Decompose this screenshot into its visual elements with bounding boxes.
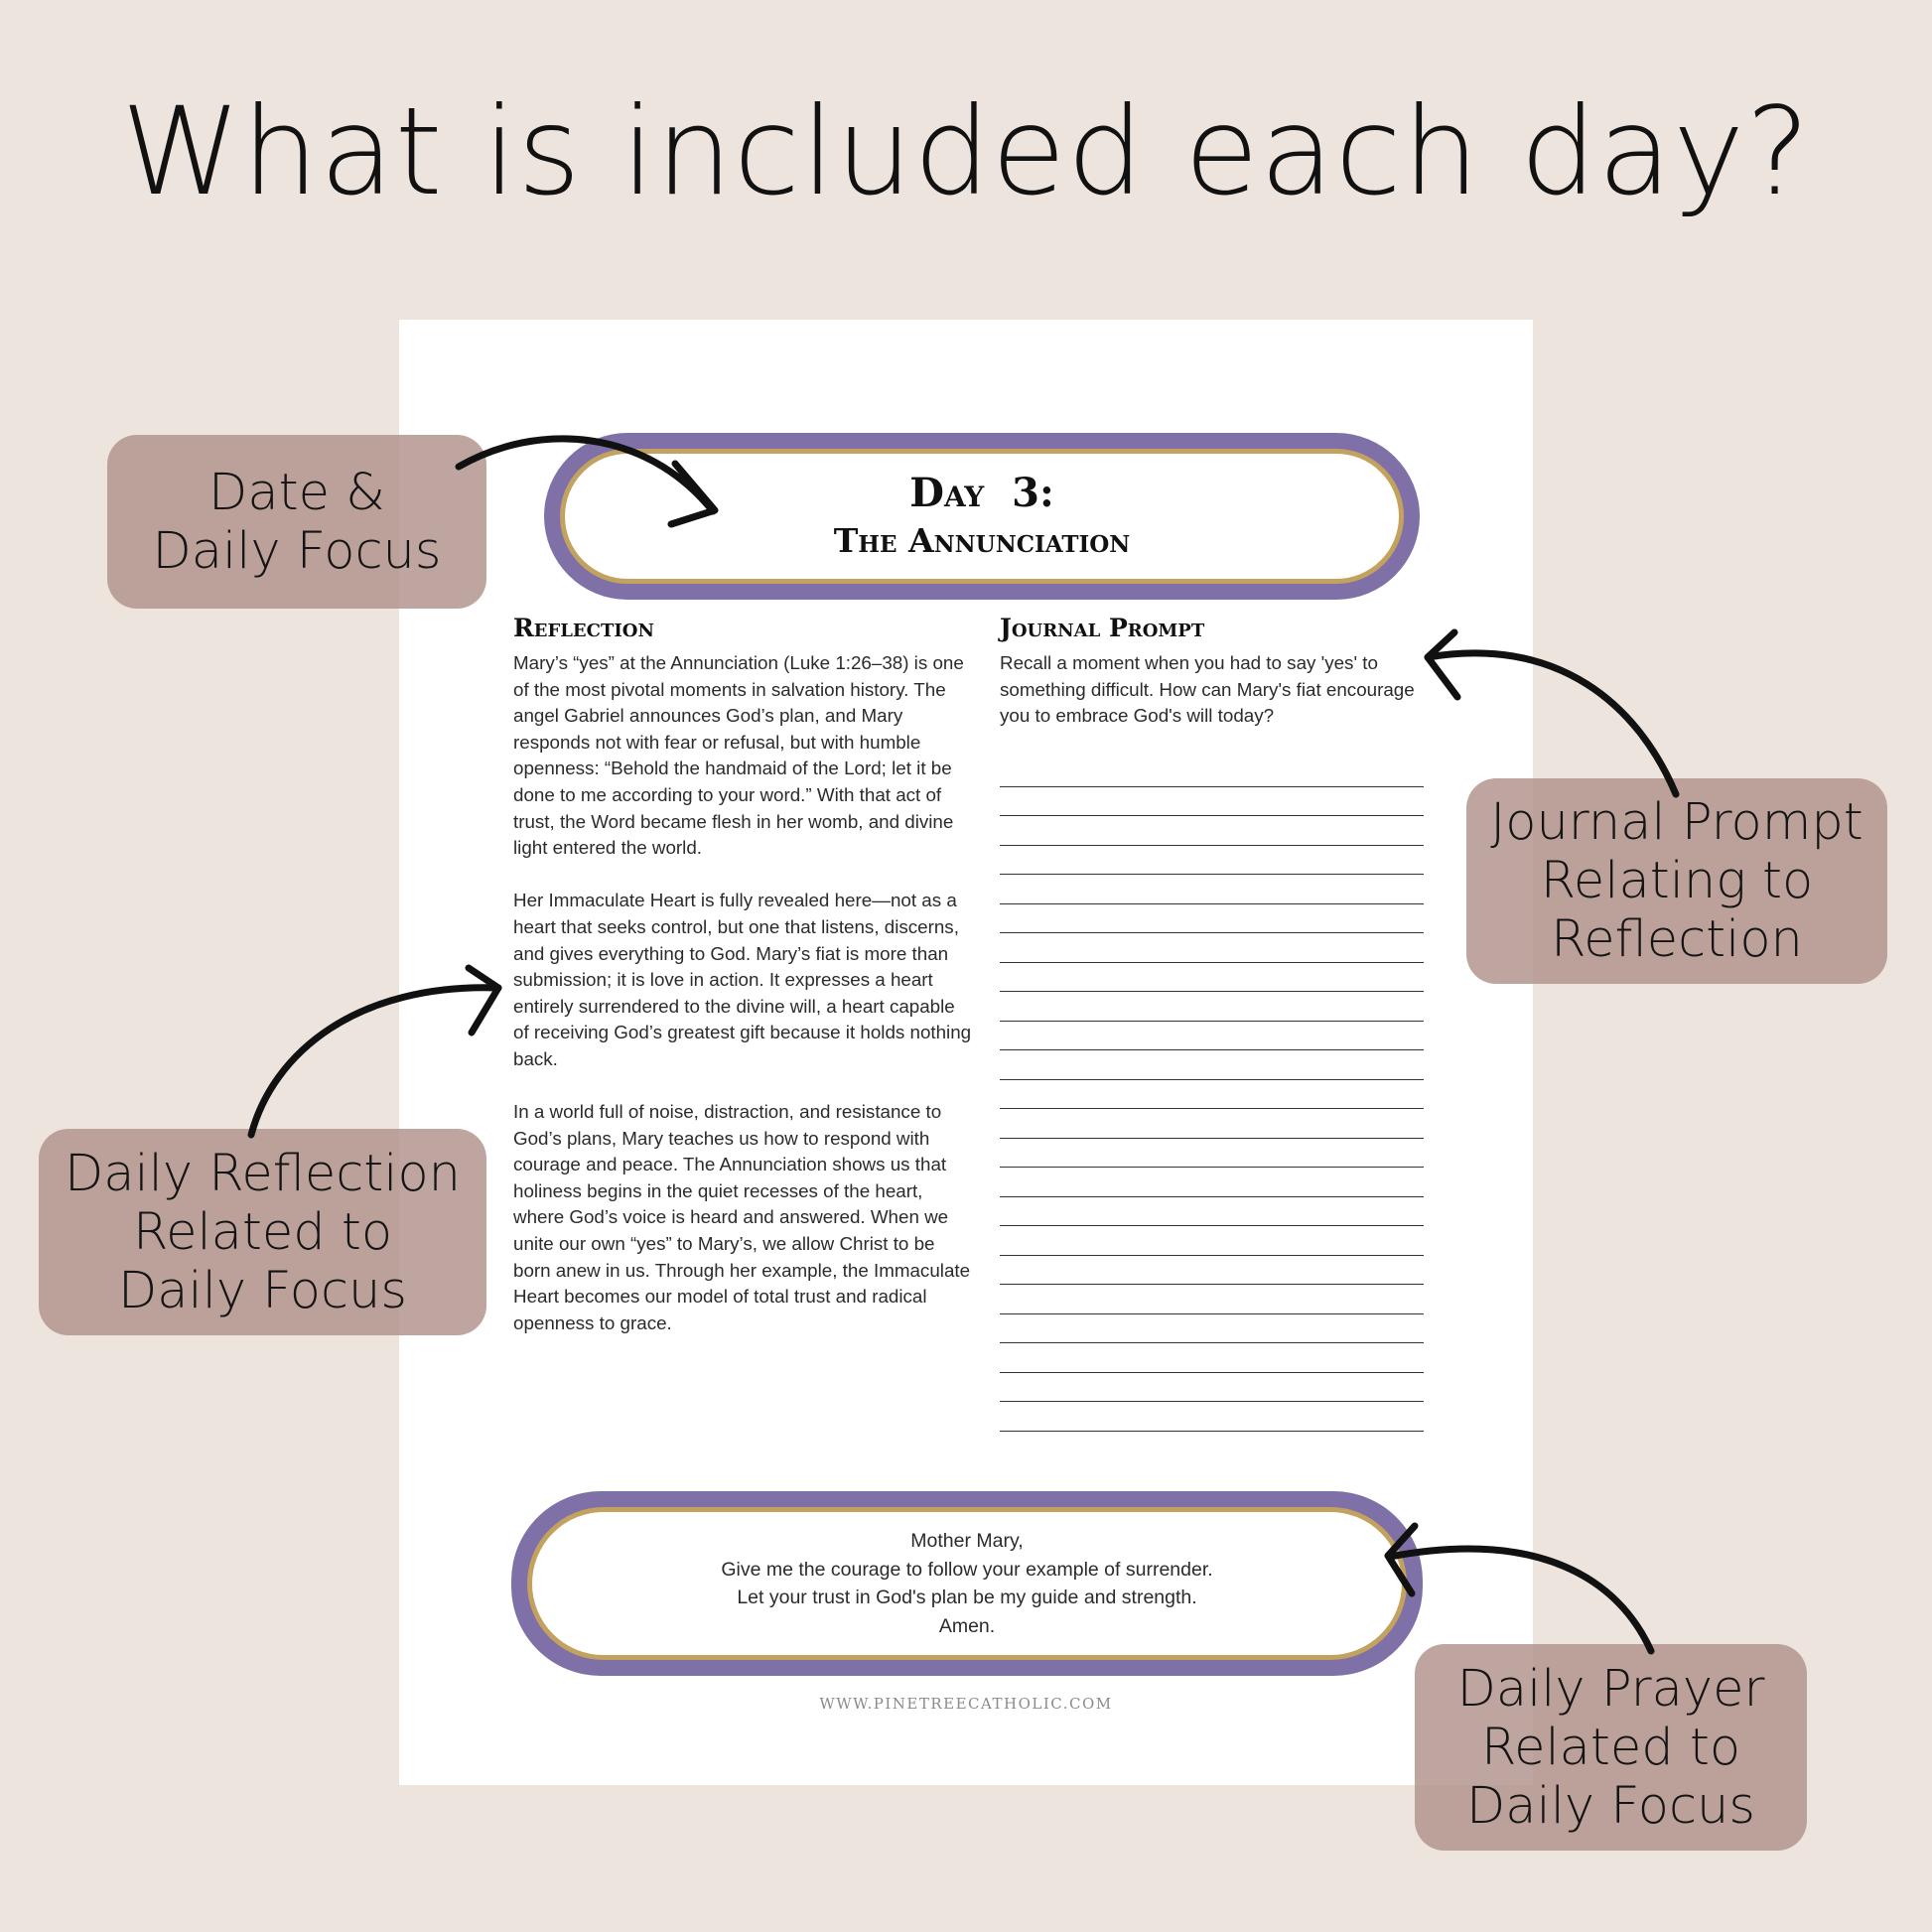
journal-line[interactable] — [1000, 1343, 1424, 1373]
day-title-banner — [544, 433, 1420, 600]
prayer-line: Let your trust in God's plan be my guide and strength. — [737, 1587, 1197, 1608]
reflection-body — [513, 650, 972, 1363]
callout-line: Daily Prayer — [1456, 1659, 1765, 1719]
journal-line[interactable] — [1000, 1022, 1424, 1051]
journal-line[interactable] — [1000, 875, 1424, 904]
journal-writing-lines[interactable] — [1000, 758, 1424, 1432]
prayer-banner-inner — [527, 1507, 1407, 1660]
page-headline: What is included each day? — [121, 81, 1811, 222]
website-footer: WWW.PINETREECATHOLIC.COM — [819, 1695, 1113, 1713]
reflection-paragraph: Mary’s “yes” at the Annunciation (Luke 1:26–38) is one of the most pivotal moments in salvation history. The angel Gabriel announces God’s plan, and Mary responds not with fear or refusal, but with humble openness: “Behold the handmaid of the Lord; let it be done to me according to your word.” With that act of trust, the Word became flesh in her womb, and divine light entered the world. — [513, 652, 964, 859]
callout-daily-prayer — [1415, 1644, 1807, 1851]
prayer-banner — [511, 1491, 1423, 1676]
journal-line[interactable] — [1000, 1109, 1424, 1139]
callout-line: Date & — [208, 463, 385, 522]
prayer-line: Mother Mary, — [910, 1530, 1024, 1552]
journal-line[interactable] — [1000, 758, 1424, 787]
journal-line[interactable] — [1000, 1226, 1424, 1256]
callout-line: Daily Focus — [1466, 1776, 1755, 1836]
callout-line: Daily Focus — [152, 521, 442, 581]
callout-date-focus — [107, 435, 486, 609]
day-title: Day 3: — [909, 469, 1054, 516]
callout-line: Related to — [1480, 1718, 1741, 1777]
day-focus-title: The Annunciation — [833, 520, 1131, 560]
prayer-line: Amen. — [938, 1614, 996, 1637]
journal-line[interactable] — [1000, 846, 1424, 876]
callout-line: Relating to — [1540, 852, 1814, 910]
callout-line: Daily Focus — [118, 1261, 407, 1320]
callout-line: Reflection — [1551, 910, 1803, 969]
day-title-banner-inner — [560, 449, 1404, 584]
journal-line[interactable] — [1000, 904, 1424, 934]
journal-line[interactable] — [1000, 1139, 1424, 1169]
reflection-heading: Reflection — [513, 614, 654, 642]
callout-journal-prompt — [1466, 778, 1887, 984]
journal-prompt-heading: Journal Prompt — [1000, 614, 1205, 642]
worksheet-page — [399, 320, 1533, 1785]
reflection-paragraph: In a world full of noise, distraction, and resistance to God’s plans, Mary teaches us how to respond with courage and peace. The Annunciation shows us that holiness begins in the quiet recesses of the heart, where God’s voice is heard and answered. When we unite our own “yes” to Mary’s, we allow Christ to be born anew in us. Through her example, the Immaculate Heart becomes our model of total trust and radical openness to grace. — [513, 1101, 971, 1333]
journal-prompt-text: Recall a moment when you had to say 'yes' to something difficult. How can Mary's fiat encourage you to embrace God's will today? — [1000, 652, 1415, 727]
journal-line[interactable] — [1000, 1256, 1424, 1286]
journal-line[interactable] — [1000, 1197, 1424, 1227]
journal-line[interactable] — [1000, 816, 1424, 846]
reflection-paragraph: Her Immaculate Heart is fully revealed here—not as a heart that seeks control, but one that listens, discerns, and gives everything to God. Mary’s fiat is more than submission; it is love in action. It expresses a heart entirely surrendered to the divine will, a heart capable of receiving God’s greatest gift because it holds nothing back. — [513, 890, 972, 1069]
journal-line[interactable] — [1000, 992, 1424, 1022]
journal-line[interactable] — [1000, 933, 1424, 963]
callout-line: Daily Reflection — [64, 1144, 461, 1203]
journal-line[interactable] — [1000, 787, 1424, 817]
callout-line: Related to — [132, 1202, 393, 1262]
journal-line[interactable] — [1000, 1080, 1424, 1110]
journal-line[interactable] — [1000, 963, 1424, 993]
journal-line[interactable] — [1000, 1314, 1424, 1344]
prayer-line: Give me the courage to follow your example of surrender. — [721, 1558, 1213, 1581]
journal-line[interactable] — [1000, 1373, 1424, 1403]
callout-line: Journal Prompt — [1490, 793, 1863, 852]
journal-line[interactable] — [1000, 1168, 1424, 1197]
callout-daily-reflection — [39, 1129, 486, 1335]
journal-line[interactable] — [1000, 1050, 1424, 1080]
journal-line[interactable] — [1000, 1402, 1424, 1432]
journal-line[interactable] — [1000, 1285, 1424, 1314]
